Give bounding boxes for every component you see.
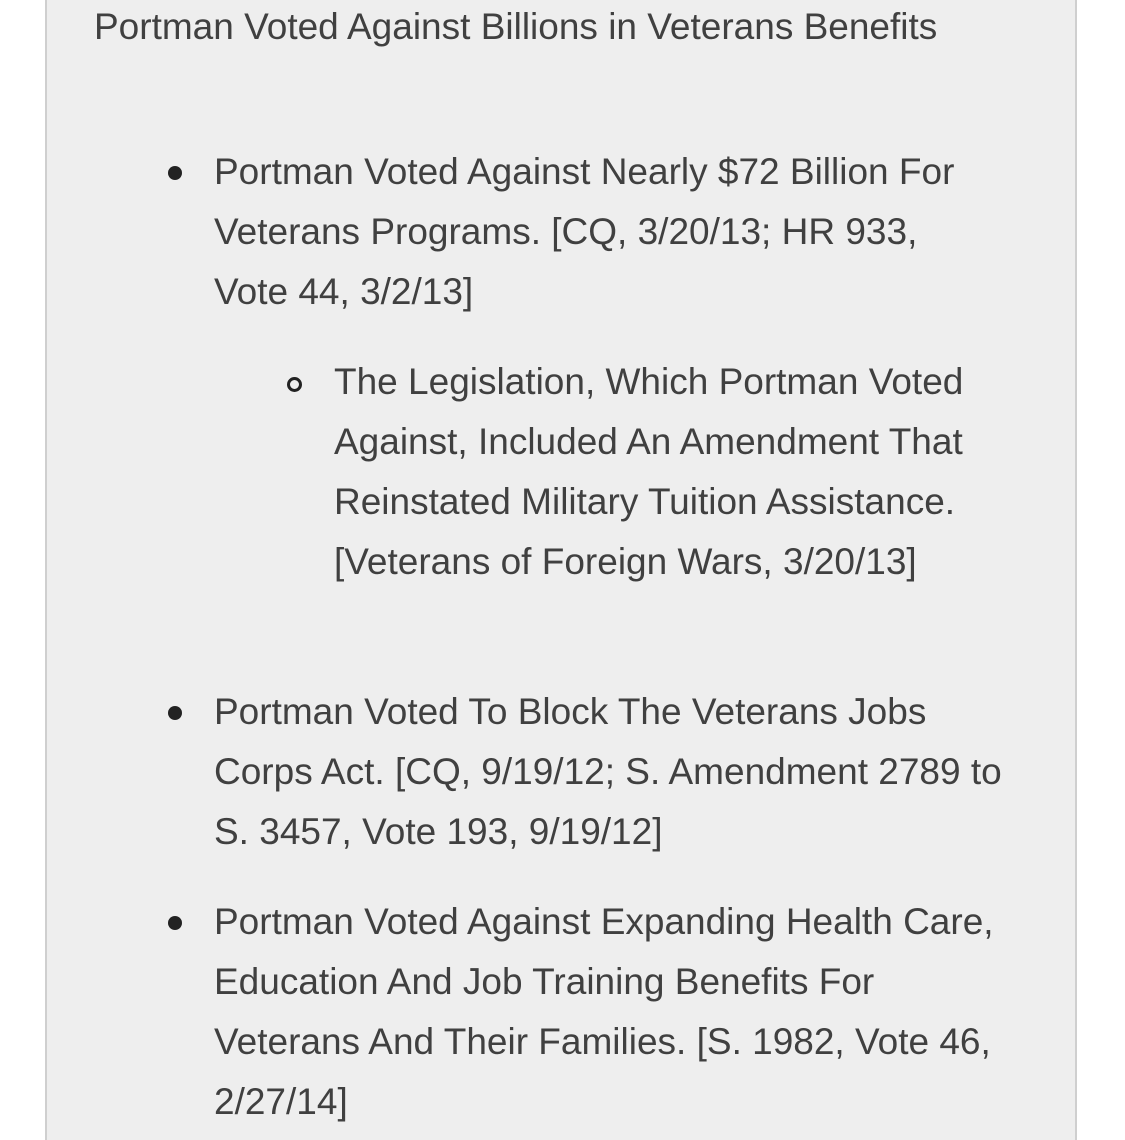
section-heading: Portman Voted Against Billions in Veterans Benefits <box>94 6 938 47</box>
bullet-icon <box>168 916 182 930</box>
bullet-icon <box>168 166 182 180</box>
sub-bullet-icon <box>287 377 302 392</box>
list-item: Portman Voted Against Nearly $72 Billion For Veterans Programs. [CQ, 3/20/13; HR 933, Vote 44, 3/2/13] <box>214 151 955 312</box>
sub-list-item: The Legislation, Which Portman Voted Against, Included An Amendment That Reinstated Military Tuition Assistance. [Veterans of Foreign Wars, 3/20/13] <box>334 361 964 582</box>
list-item: Portman Voted Against Expanding Health Care, Education And Job Training Benefits For Veterans And Their Families. [S. 1982, Vote 46, 2/27/14] <box>214 901 994 1122</box>
bullet-icon <box>168 706 182 720</box>
list-item: Portman Voted To Block The Veterans Jobs Corps Act. [CQ, 9/19/12; S. Amendment 2789 to S. 3457, Vote 193, 9/19/12] <box>214 691 1002 852</box>
